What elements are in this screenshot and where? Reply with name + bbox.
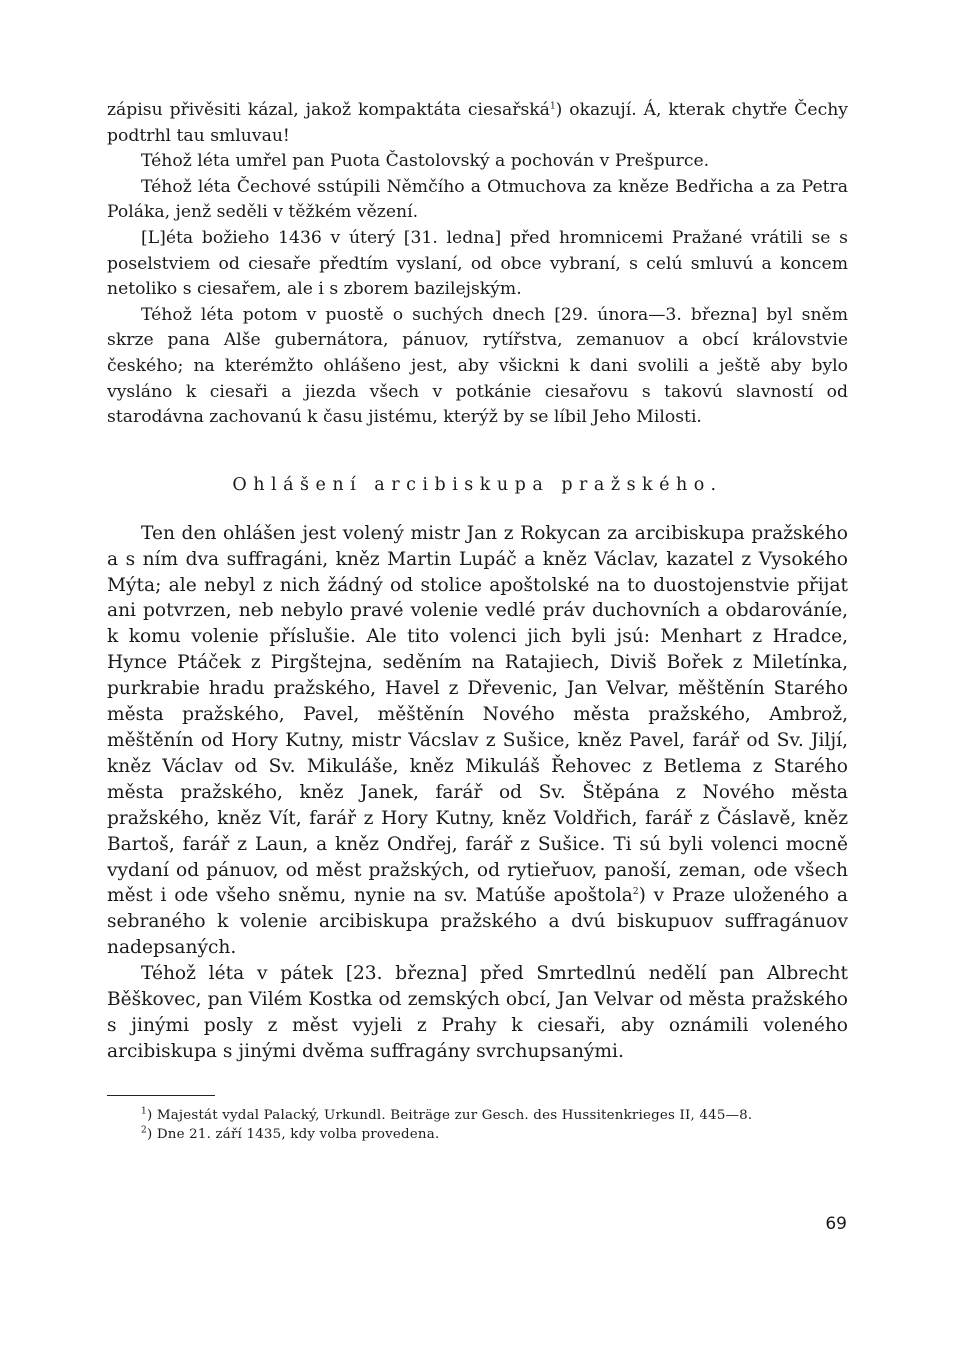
footnote-divider	[107, 1095, 215, 1096]
paragraph: Ten den ohlášen jest volený mistr Jan z Rokycan za arcibiskupa pražského a s ním dva suffragáni, kněz Martin Lupáč a kněz Václav, kazatel z Vysokého Mýta; ale nebyl z nich žádný od stolice apoštolské na to duostojenstvie přijat ani potvrzen, neb nebylo pravé volenie vedlé práv duchovních a obdarováníe, k komu volenie příslušie. Ale tito volenci jich byli jsú: Menhart z Hradce, Hynce Ptáček z Pirgštejna, seděním na Ratajiech, Diviš Bořek z Miletínka, purkrabie hradu pražského, Havel z Dřevenic, Jan Velvar, měštěnín Starého města pražského, Pavel, měštěnín Nového města pražského, Ambrož, měštěnín od Hory Kutny, mistr Vácslav z Sušice, kněz Pavel, farář od Sv. Jiljí, kněz Václav od Sv. Mikuláše, kněz Mikuláš Řehovec z Betlema z Starého města pražského, kněz Janek, farář od Sv. Štěpána z Nového města pražského, kněz Vít, farář z Hory Kutny, kněz Voldřich, farář z Čáslavě, kněz Bartoš, farář z Laun, a kněz Ondřej, farář z Sušice. Ti sú byli volenci mocně vydaní od pánuov, od měst pražských, od rytieřuov, panoší, zeman, ode všech měst i ode všeho sněmu, nynie na sv. Matúše apoštola$^2$) v Praze uloženého a sebraného k volenie arcibiskupa pražského a dvú biskupuov suffragánuov nadepsaných.	[107, 522, 849, 959]
footnote: $^1$) Majestát vydal Palacký, Urkundl. Beiträge zur Gesch. des Hussitenkrieges II, 445—8.	[141, 1106, 753, 1123]
page-body	[107, 98, 848, 1144]
paragraph: Téhož léta umřel pan Puota Častolovský a pochován v Prešpurce.	[141, 151, 710, 172]
top-text-block	[107, 98, 848, 431]
footnote: $^2$) Dne 21. září 1435, kdy volba provedena.	[141, 1125, 440, 1142]
footnote-ref: 2	[632, 887, 639, 898]
footnotes	[107, 1106, 848, 1144]
page-number: 69	[825, 1214, 847, 1234]
paragraph: Téhož léta potom v puostě o suchých dnech [29. února—3. března] byl sněm skrze pana Alše gubernátora, pánuov, rytířstva, zemanuov a obcí královstvie českého; na kterémžto ohlášeno jest, aby všickni k dani svolili a ještě aby bylo vysláno k ciesaři a jiezda všech v potkánie ciesařovu s takovú slavností od starodávna zachovanú k času jistému, kterýž by se líbil Jeho Milosti.	[107, 304, 848, 428]
paragraph: zápisu přivěsiti kázal, jakož kompaktáta ciesařská$^1$) okazují. Á, kterak chytře Čechy podtrhl tau smluvau!	[107, 100, 848, 146]
paragraph: [L]éta božieho 1436 v úterý [31. ledna] před hromnicemi Pražané vrátili se s poselstviem od ciesaře předtím vyslaní, od obce vybraní, s celú smluvú a koncem netoliko s ciesařem, ale i s zborem bazilejským.	[107, 227, 848, 300]
paragraph: Téhož léta v pátek [23. března] před Smrtedlnú nedělí pan Albrecht Běškovec, pan Vilém Kostka od zemských obcí, Jan Velvar od města pražského s jinými posly z měst vyjeli z Prahy k ciesaři, aby oznámili voleného arcibiskupa s jinými dvěma suffragány svrchupsanými.	[107, 963, 848, 1062]
footnote-ref: 1	[549, 101, 556, 112]
main-text-block	[107, 521, 848, 1065]
section-heading: Ohlášení arcibiskupa pražského.	[232, 474, 723, 495]
paragraph: Téhož léta Čechové sstúpili Němčího a Otmuchova za kněze Bedřicha a za Petra Poláka, jenž seděli v těžkém vězení.	[107, 176, 848, 223]
